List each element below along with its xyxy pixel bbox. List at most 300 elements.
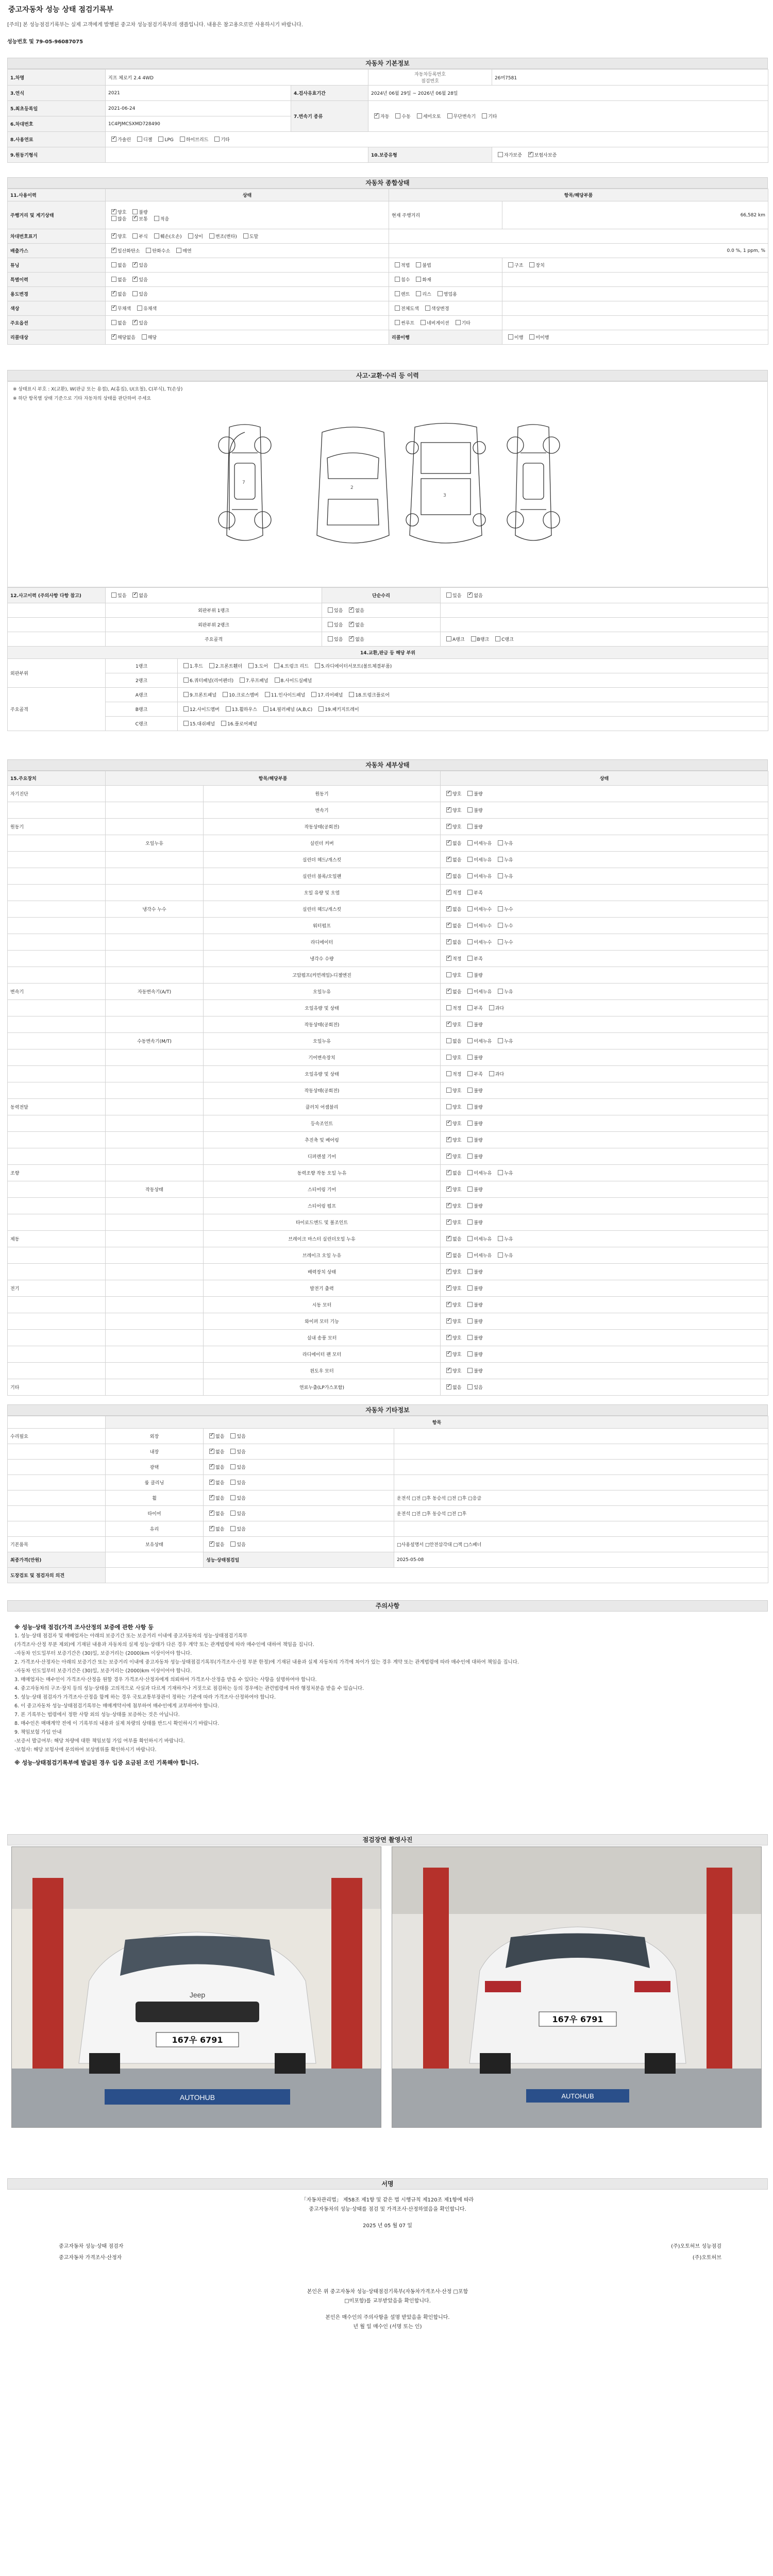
checkbox <box>467 1071 473 1076</box>
detail-state-17 <box>441 1066 768 1082</box>
checkbox-label: 양호 <box>452 1122 462 1127</box>
checkbox <box>446 1219 451 1225</box>
detail4-1 <box>464 856 492 863</box>
special-options-2 <box>389 273 502 287</box>
buyer-line-1: 본인은 매수인의 주의사항을 설명 받았음을 확인합니다. <box>325 2315 450 2320</box>
legend-line-2: ※ 하단 항목별 상태 기준으로 기타 자동차의 상태를 판단하여 주세요 <box>13 396 152 401</box>
detail28-2 <box>495 1252 513 1259</box>
detail-sub-34 <box>106 1346 204 1363</box>
detail10-1 <box>464 955 482 962</box>
checkbox <box>374 113 379 118</box>
checkbox-label: 양호 <box>452 1023 462 1028</box>
checkbox <box>209 1541 214 1547</box>
recall-1 <box>139 334 157 341</box>
checkbox-label: 해당없음 <box>117 335 136 341</box>
warranty-1 <box>525 151 557 158</box>
year-value: 2021 <box>106 86 291 101</box>
detail-state-1 <box>441 802 768 819</box>
detail23-0 <box>443 1170 461 1176</box>
detail36-0 <box>443 1384 461 1391</box>
detail-item-24: 스티어링 기어 <box>204 1181 441 1198</box>
checkbox <box>438 291 443 296</box>
part-items-0 <box>178 659 768 673</box>
other-extra-7: □사용설명서 □안전삼각대 □잭 □스패너 <box>394 1537 768 1552</box>
detail-group-4 <box>8 852 106 868</box>
detail-sub-19 <box>106 1099 204 1115</box>
detail-group-10 <box>8 951 106 967</box>
detail-sub-14 <box>106 1016 204 1033</box>
detail36-1 <box>464 1384 482 1391</box>
checkbox-label: 없음 <box>355 637 364 642</box>
part4-1-0 <box>218 720 257 727</box>
checkbox-label: 누유 <box>504 1039 513 1044</box>
signers <box>7 2241 768 2264</box>
fuel-0 <box>108 136 131 143</box>
mileage-0 <box>108 209 126 215</box>
svg-text:7: 7 <box>242 480 245 485</box>
checkbox-label: 과다 <box>495 1006 505 1011</box>
detail31-0 <box>443 1301 461 1308</box>
part4-0-0 <box>180 720 215 727</box>
checkbox <box>446 1121 451 1126</box>
checkbox <box>467 1219 473 1225</box>
other7-0 <box>206 1541 224 1548</box>
detail35-1 <box>464 1367 482 1374</box>
checkbox-label: 적정 <box>452 1072 462 1077</box>
special-options-3 <box>502 273 768 287</box>
simple-0 <box>443 592 461 599</box>
vin_mark-1 <box>129 233 147 240</box>
checkbox <box>209 1511 214 1516</box>
detail-group-5 <box>8 868 106 885</box>
car-left-view-icon <box>219 425 271 540</box>
checkbox <box>349 636 354 641</box>
detail1-0 <box>443 807 461 814</box>
detail-sub-22 <box>106 1148 204 1165</box>
checkbox-label: 부족 <box>474 1006 483 1011</box>
detail-group-0: 자기진단 <box>8 786 106 802</box>
detail-state-33 <box>441 1330 768 1346</box>
detail-group-31 <box>8 1297 106 1313</box>
checkbox <box>467 1203 473 1208</box>
checkbox <box>498 923 503 928</box>
checkbox-label: 없음 <box>215 1465 225 1470</box>
overall-head-use: 11.사용이력 <box>8 189 106 201</box>
detail-state-13 <box>441 1000 768 1016</box>
checkbox-label: 없음 <box>474 594 483 599</box>
detail-item-11: 고압펌프(커먼레일)-디젤엔진 <box>204 967 441 984</box>
checkbox <box>209 1495 214 1500</box>
detail-item-3: 실린더 커버 <box>204 835 441 852</box>
reg-no-value: 26머7581 <box>492 70 768 86</box>
detail-group-32 <box>8 1313 106 1330</box>
detail-sub-4 <box>106 852 204 868</box>
detail-state-12 <box>441 984 768 1000</box>
detail-item-25: 스티어링 펌프 <box>204 1198 441 1214</box>
checkbox <box>446 791 451 796</box>
detail-state-36 <box>441 1379 768 1396</box>
checkbox-label: 상이 <box>194 234 203 240</box>
detail-state-7 <box>441 901 768 918</box>
checkbox-label: 불량 <box>474 1336 483 1341</box>
checkbox <box>146 248 151 253</box>
checkbox <box>446 1318 451 1324</box>
detail13-2 <box>486 1005 504 1011</box>
checkbox <box>446 890 451 895</box>
detail2-0 <box>443 823 461 830</box>
checkbox-label: 부족 <box>474 891 483 896</box>
checkbox-label: 썬루프 <box>401 321 415 326</box>
detail-item-20: 등속조인트 <box>204 1115 441 1132</box>
detail-state-22 <box>441 1148 768 1165</box>
checkbox <box>154 216 159 221</box>
detail-item-14: 작동상태(공회전) <box>204 1016 441 1033</box>
part0-4-0 <box>312 663 392 669</box>
detail-group-12: 변속기 <box>8 984 106 1000</box>
detail-item-28: 브레이크 오일 누유 <box>204 1247 441 1264</box>
vin_mark-5 <box>240 233 258 240</box>
detail6-0 <box>443 889 461 896</box>
rank1-1 <box>346 621 364 628</box>
checkbox <box>214 137 220 142</box>
checkbox-label: 불량 <box>139 210 148 215</box>
dealer-line-2: □미포함)를 교부받았음을 확인합니다. <box>344 2298 431 2304</box>
detail-state-14 <box>441 1016 768 1033</box>
fuel-label: 8.사용연료 <box>8 132 106 147</box>
engine-value <box>106 147 368 163</box>
detail-item-12: 오일누유 <box>204 984 441 1000</box>
detail3-1 <box>464 840 492 846</box>
checkbox <box>467 592 473 598</box>
detail19-0 <box>443 1104 461 1110</box>
detail9-1 <box>464 939 492 945</box>
checkbox <box>446 1187 451 1192</box>
detail-group-29 <box>8 1264 106 1280</box>
checkbox <box>467 906 473 911</box>
detail-item-33: 실내 송풍 모터 <box>204 1330 441 1346</box>
fuel-3 <box>177 136 208 143</box>
part0-0-0 <box>180 663 203 669</box>
other-item-7: 보유상태 <box>106 1537 204 1552</box>
part-group-1: 2랭크 <box>106 673 178 688</box>
detail15-0 <box>443 1038 461 1044</box>
checkbox <box>209 1464 214 1469</box>
checkbox <box>209 233 214 239</box>
checkbox-label: 화재 <box>422 278 431 283</box>
checkbox <box>467 956 473 961</box>
checkbox <box>446 1071 451 1076</box>
part-group-2: A랭크 <box>106 688 178 702</box>
band-sign: 서명 <box>7 2178 768 2190</box>
checkbox-label: 구조 <box>514 263 524 268</box>
checkbox <box>446 939 451 944</box>
checkbox-label: 누수 <box>504 940 513 945</box>
checkbox-label: 3.도어 <box>255 664 268 669</box>
checkbox-label: 수동 <box>401 114 411 120</box>
checkbox-label: 없음 <box>139 594 148 599</box>
checkbox <box>176 248 181 253</box>
trans-0 <box>371 113 389 120</box>
checkbox <box>349 607 354 613</box>
other4-1 <box>227 1495 245 1501</box>
checkbox <box>328 636 333 641</box>
checkbox-label: 9.프론트패널 <box>190 693 217 698</box>
detail-item-19: 클러치 어셈블리 <box>204 1099 441 1115</box>
checkbox <box>446 1335 451 1340</box>
checkbox-label: 적법 <box>401 263 410 268</box>
pricer-name: (주)오토허브 <box>692 2255 721 2261</box>
part2-0-0 <box>180 691 216 698</box>
other2-0 <box>206 1464 224 1470</box>
checkbox <box>467 1137 473 1142</box>
checkbox-label: 양호 <box>117 234 127 240</box>
special-options <box>106 273 389 287</box>
checkbox-label: 양호 <box>452 1369 462 1374</box>
checkbox <box>446 636 451 641</box>
detail-group-17 <box>8 1066 106 1082</box>
caution-line-9: 7. 본 기록부는 법령에서 정한 사항 외의 성능·상태를 보증하는 것은 아닙니다. <box>14 1712 180 1718</box>
checkbox <box>467 1285 473 1291</box>
other-head: 항목 <box>106 1416 768 1429</box>
detail-state-27 <box>441 1231 768 1247</box>
checkbox-label: 없음 <box>452 1385 462 1391</box>
accident-hist-label: 12.사고이력 (주의사항 다항 참고) <box>8 588 106 603</box>
checkbox-label: 부족 <box>474 957 483 962</box>
detail35-0 <box>443 1367 461 1374</box>
emission-1 <box>143 247 170 254</box>
detail-item-29: 배력장치 상태 <box>204 1264 441 1280</box>
rank-blank <box>8 603 106 618</box>
part-group-0: 1랭크 <box>106 659 178 673</box>
checkbox-label: B랭크 <box>477 637 490 642</box>
part1-0-0 <box>180 677 233 684</box>
detail-sub-33 <box>106 1330 204 1346</box>
car-name-value: 지프 체로키 2.4 4WD <box>106 70 368 86</box>
checkbox <box>508 334 513 340</box>
detail28-0 <box>443 1252 461 1259</box>
band-overall: 자동차 종합상태 <box>7 177 768 189</box>
checkbox-label: 미세누유 <box>474 874 492 879</box>
checkbox-label: 렌트 <box>401 292 410 297</box>
options-options-2 <box>389 316 502 330</box>
other-group-4 <box>8 1490 106 1506</box>
options-options <box>106 316 389 330</box>
warranty-label: 10.보증유형 <box>368 147 492 163</box>
checkbox-label: 없음 <box>452 1039 462 1044</box>
detail15-1 <box>464 1038 492 1044</box>
detail-sub-7: 냉각수 누수 <box>106 901 204 918</box>
fuel-2 <box>155 137 173 143</box>
checkbox <box>467 1038 473 1043</box>
emission-0 <box>108 247 140 254</box>
judge-label: 도장검토 및 점검자의 의견 <box>8 1568 106 1583</box>
checkbox <box>508 262 513 267</box>
detail21-1 <box>464 1137 482 1143</box>
detail-item-1: 변속기 <box>204 802 441 819</box>
detail-group-35 <box>8 1363 106 1379</box>
vin-label: 6.차대번호 <box>8 116 106 132</box>
checkbox <box>529 334 534 340</box>
caution-line-2: -자동차 인도일부터 보증기간은 (30)일, 보증거리는 (2000)km 이상이어야 합니다. <box>14 1651 192 1656</box>
checkbox <box>446 873 451 878</box>
checkbox-label: 부족 <box>474 1072 483 1077</box>
options-2-2 <box>452 319 470 326</box>
usage-0 <box>108 291 126 297</box>
color-1 <box>134 305 157 312</box>
simple-repair-label: 단순수리 <box>322 588 441 603</box>
checkbox-label: 없음 <box>215 1481 225 1486</box>
checkbox <box>180 137 185 142</box>
checkbox <box>209 1526 214 1531</box>
checkbox <box>209 1449 214 1454</box>
detail-sub-25 <box>106 1198 204 1214</box>
other-group-6 <box>8 1521 106 1537</box>
checkbox-label: 없음 <box>452 1237 462 1242</box>
detail-item-15: 오일누유 <box>204 1033 441 1049</box>
detail34-1 <box>464 1351 482 1358</box>
other1-0 <box>206 1448 224 1455</box>
checkbox-label: 불량 <box>474 1221 483 1226</box>
checkbox <box>328 607 333 613</box>
checkbox-label: 있음 <box>237 1527 246 1532</box>
detail-group-9 <box>8 934 106 951</box>
checkbox-label: 전체도색 <box>401 307 419 312</box>
checkbox-label: 양호 <box>452 808 462 814</box>
part3-3-0 <box>315 706 359 713</box>
detail-sub-20 <box>106 1115 204 1132</box>
band-other: 자동차 기타정보 <box>7 1404 768 1416</box>
detail-sub-12: 자동변속기(A/T) <box>106 984 204 1000</box>
checkbox-label: 없음 <box>452 858 462 863</box>
checkbox <box>446 956 451 961</box>
checkbox-label: 없음 <box>215 1543 225 1548</box>
caution-line-11: 9. 책임보험 가입 안내 <box>14 1730 62 1735</box>
checkbox-label: 적음 <box>160 216 170 222</box>
checkbox <box>467 1121 473 1126</box>
checkbox-label: 적정 <box>452 957 462 962</box>
detail-item-13: 오일유량 및 상태 <box>204 1000 441 1016</box>
checkbox-label: C랭크 <box>501 637 514 642</box>
checkbox-label: 있음 <box>139 321 148 326</box>
photo-front <box>11 1846 381 2128</box>
detail-item-17: 오일유량 및 상태 <box>204 1066 441 1082</box>
detail-sub-28 <box>106 1247 204 1264</box>
checkbox <box>446 840 451 845</box>
trans-4 <box>479 113 497 120</box>
detail14-1 <box>464 1021 482 1028</box>
checkbox-label: 미세누유 <box>474 1171 492 1176</box>
detail-sub-5 <box>106 868 204 885</box>
part-items-1 <box>178 673 768 688</box>
other-extra-1 <box>394 1444 768 1460</box>
other6-1 <box>227 1526 245 1532</box>
checkbox-label: 장치 <box>535 263 545 268</box>
checkbox <box>395 277 400 282</box>
detail-sub-3: 오일누유 <box>106 835 204 852</box>
checkbox-label: 양호 <box>452 1089 462 1094</box>
trans-1 <box>392 113 410 120</box>
simple-repair-options <box>441 588 768 603</box>
usage-2-0 <box>392 291 410 297</box>
detail26-0 <box>443 1219 461 1226</box>
inspector-name: (주)오토허브 성능점검 <box>671 2244 721 2249</box>
checkbox <box>446 906 451 911</box>
detail33-1 <box>464 1334 482 1341</box>
special-2-0 <box>392 276 410 283</box>
detail-state-3 <box>441 835 768 852</box>
checkbox-label: 리스 <box>422 292 431 297</box>
detail1-1 <box>464 807 482 814</box>
detail8-1 <box>464 922 492 929</box>
checkbox <box>416 277 421 282</box>
checkbox <box>498 840 503 845</box>
other-head-blank <box>8 1416 106 1429</box>
checkbox <box>467 791 473 796</box>
detail29-1 <box>464 1268 482 1275</box>
detail16-0 <box>443 1054 461 1061</box>
checkbox <box>209 663 214 668</box>
detail-head-0: 15.주요장치 <box>8 771 106 786</box>
detail27-0 <box>443 1235 461 1242</box>
detail-sub-8 <box>106 918 204 934</box>
checkbox <box>248 663 254 668</box>
checkbox-label: 4.트렁크 리드 <box>280 664 309 669</box>
tuning-options-3 <box>502 258 768 273</box>
mileage-label: 주행거리 및 계기상태 <box>8 201 106 229</box>
checkbox <box>467 807 473 812</box>
checkbox-label: 5.라디에이터서포트(볼트체결부품) <box>321 664 392 669</box>
detail-group-13 <box>8 1000 106 1016</box>
detail34-0 <box>443 1351 461 1358</box>
other-extra-2 <box>394 1460 768 1475</box>
checkbox-label: 없음 <box>215 1450 225 1455</box>
detail15-2 <box>495 1038 513 1044</box>
checkbox-label: 누유 <box>504 874 513 879</box>
checkbox <box>111 592 116 598</box>
color-options <box>106 301 389 316</box>
checkbox-label: 미세누유 <box>474 990 492 995</box>
checkbox-label: 미세누수 <box>474 940 492 945</box>
checkbox <box>111 216 116 221</box>
detail-table <box>7 771 768 1396</box>
emission-values: 0.0 %, 1 ppm, % <box>389 244 768 258</box>
checkbox-label: 불량 <box>474 808 483 814</box>
color-2-0 <box>392 305 419 312</box>
checkbox-label: 보통 <box>139 216 148 222</box>
checkbox-label: 미세누수 <box>474 924 492 929</box>
detail31-1 <box>464 1301 482 1308</box>
part0-1-0 <box>206 663 242 669</box>
detail-sub-2 <box>106 819 204 835</box>
detail12-0 <box>443 988 461 995</box>
checkbox-label: 불량 <box>474 1204 483 1209</box>
checkbox <box>482 113 487 118</box>
checkbox-label: 없음 <box>452 874 462 879</box>
year-label: 3.연식 <box>8 86 106 101</box>
detail-state-2 <box>441 819 768 835</box>
checkbox-label: 불량 <box>474 1270 483 1275</box>
detail-item-27: 브레이크 마스터 실린더오일 누유 <box>204 1231 441 1247</box>
detail29-0 <box>443 1268 461 1275</box>
detail-sub-15: 수동변속기(M/T) <box>106 1033 204 1049</box>
detail13-0 <box>443 1005 461 1011</box>
detail17-1 <box>464 1071 482 1077</box>
checkbox-label: 있음 <box>334 637 343 642</box>
vin_mark-blank <box>389 229 768 244</box>
checkbox-label: 미세누유 <box>474 841 492 846</box>
checkbox <box>446 1137 451 1142</box>
checkbox <box>154 233 159 239</box>
